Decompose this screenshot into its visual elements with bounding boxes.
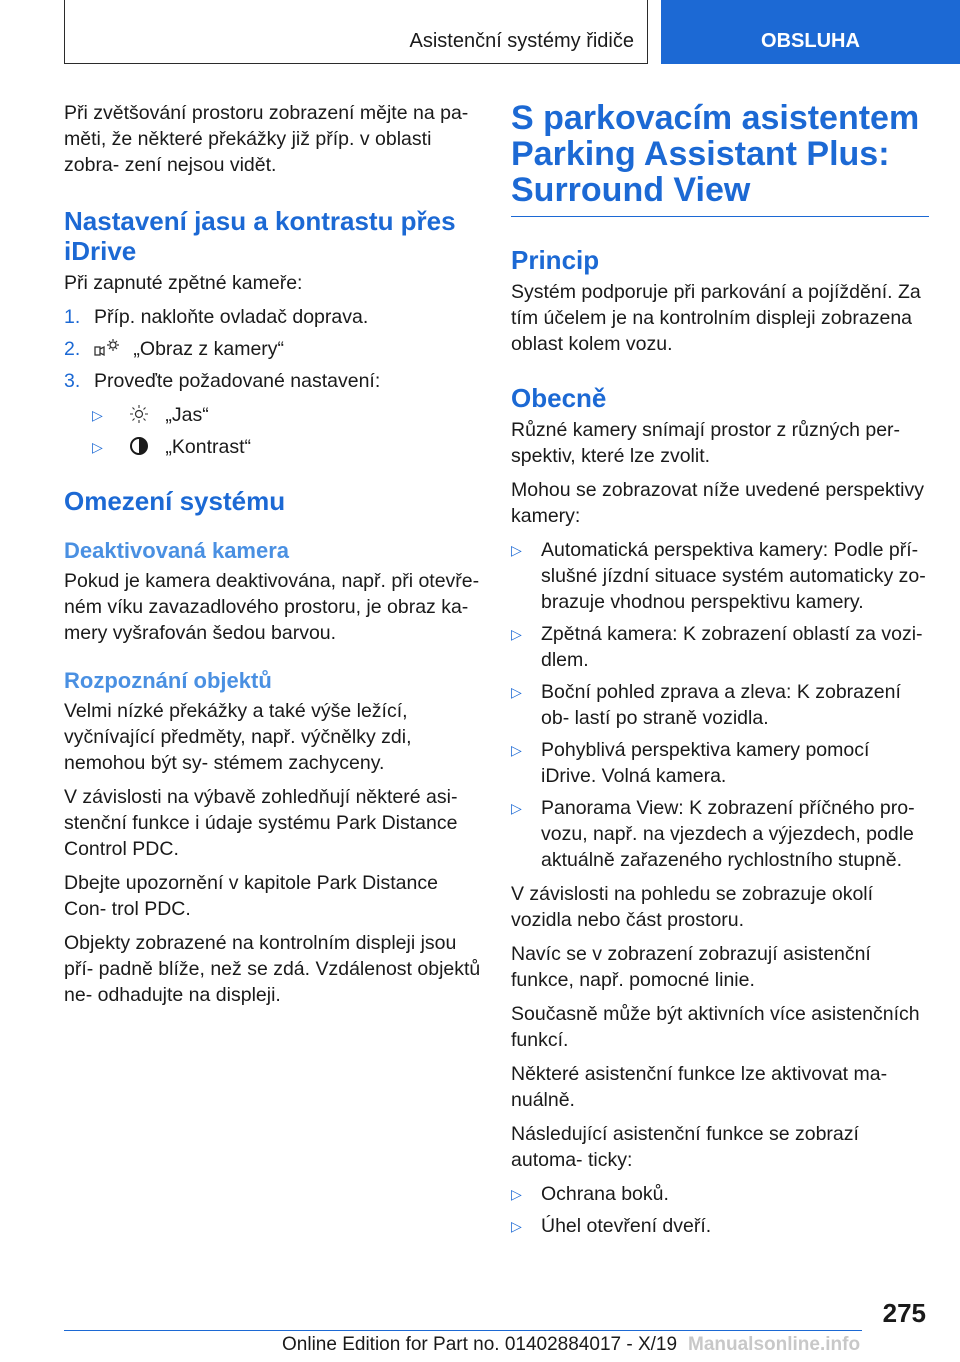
perspectives-list: [511, 537, 929, 873]
bullet-icon: ▷: [92, 407, 103, 423]
right-column: [511, 100, 929, 1247]
general-paragraph-2: Mohou se zobrazovat níže uvedené perspektivy kamery:: [511, 479, 924, 527]
contrast-icon: [126, 435, 152, 457]
step-number: 3.: [64, 370, 81, 392]
deactivated-camera-text: Pokud je kamera deaktivována, např. při otevře- ném víku zavazadlového prostoru, je obraz ka- mery vyšrafován šedou barvou.: [64, 570, 480, 644]
principle-text: Systém podporuje při parkování a pojíždění. Za tím účelem je na kontrolním displeji zobrazena oblast kolem vozu.: [511, 281, 921, 355]
perspective-text: Automatická perspektiva kamery: Podle pří- slušné jízdní situace systém automaticky zo- brazuje vhodnou perspektivu kamery.: [541, 539, 926, 613]
principle-heading: Princip: [511, 245, 600, 275]
steps-list: [64, 304, 482, 394]
list-item: [64, 368, 482, 394]
general-heading: Obecně: [511, 383, 607, 413]
general-paragraph-3: V závislosti na pohledu se zobrazuje okolí vozidla nebo část prostoru.: [511, 883, 874, 931]
list-item: [64, 336, 482, 362]
intro-paragraph: Při zvětšování prostoru zobrazení mějte na pa- měti, že některé překážky již příp. v oblasti zobra- zení nejsou vidět.: [64, 102, 469, 176]
bullet-icon: ▷: [92, 439, 103, 455]
step-number: 2.: [64, 338, 81, 360]
auto-functions-list: [511, 1181, 929, 1239]
perspective-text: Zpětná kamera: K zobrazení oblastí za vozi- dlem.: [541, 623, 923, 671]
brightness-icon: [126, 403, 152, 425]
perspective-text: Pohyblivá perspektiva kamery pomocí iDrive. Volná kamera.: [541, 739, 870, 787]
step-text: Příp. nakloňte ovladač doprava.: [94, 306, 369, 328]
function-text: Ochrana boků.: [541, 1183, 669, 1205]
brightness-heading: Nastavení jasu a kontrastu přes iDrive: [64, 206, 456, 266]
chapter-tab-label: OBSLUHA: [761, 30, 860, 52]
list-item: [511, 621, 929, 673]
general-paragraph-7: Následující asistenční funkce se zobrazí automa- ticky:: [511, 1123, 859, 1171]
objects-paragraph-1: Velmi nízké překážky a také výše ležící, vyčnívající předměty, např. výčnělky zdi, nemohou být sy- stémem zachyceny.: [64, 700, 412, 774]
general-paragraph-4: Navíc se v zobrazení zobrazují asistenční funkce, např. pomocné linie.: [511, 943, 871, 991]
edition-text: Online Edition for Part no. 01402884017 - X/19: [282, 1334, 678, 1355]
left-column: [64, 100, 482, 1016]
limits-heading: Omezení systému: [64, 486, 286, 516]
objects-paragraph-3: Dbejte upozornění v kapitole Park Distance Con- trol PDC.: [64, 872, 438, 920]
object-recognition-heading: Rozpoznání objektů: [64, 668, 272, 693]
section-title: Asistenční systémy řidiče: [409, 30, 634, 52]
step-text: „Obraz z kamery“: [133, 338, 285, 360]
objects-paragraph-4: Objekty zobrazené na kontrolním displeji jsou pří- padně blíže, než se zdá. Vzdálenost objektů ne- odhadujte na displeji.: [64, 932, 481, 1006]
list-item: [511, 795, 929, 873]
objects-paragraph-2: V závislosti na výbavě zohledňují některé asi- stenční funkce i údaje systému Park Distance Control PDC.: [64, 786, 458, 860]
general-paragraph-6: Některé asistenční funkce lze aktivovat ma- nuálně.: [511, 1063, 888, 1111]
list-item: [511, 1181, 929, 1207]
list-item: [64, 434, 482, 460]
bullet-icon: ▷: [511, 1186, 522, 1202]
bullet-icon: ▷: [511, 684, 522, 700]
page-number: 275: [882, 1298, 926, 1328]
sub-options-list: [64, 402, 482, 460]
option-text: „Kontrast“: [165, 436, 252, 458]
main-heading: S parkovacím asistentem Parking Assistant Plus: Surround View: [511, 100, 929, 217]
general-paragraph-5: Současně může být aktivních více asistenčních funkcí.: [511, 1003, 920, 1051]
list-item: [511, 737, 929, 789]
perspective-text: Boční pohled zprava a zleva: K zobrazení ob- lastí po straně vozidla.: [541, 681, 901, 729]
perspective-text: Panorama View: K zobrazení příčného pro- vozu, např. na vjezdech a výjezdech, podle aktuálně zařazeného rychlostního stupně.: [541, 797, 915, 871]
step-number: 1.: [64, 306, 81, 328]
watermark-text: Manualsonline.info: [688, 1334, 861, 1355]
bullet-icon: ▷: [511, 742, 522, 758]
function-text: Úhel otevření dveří.: [541, 1215, 712, 1237]
deactivated-camera-heading: Deaktivovaná kamera: [64, 538, 290, 563]
list-item: [64, 402, 482, 428]
option-text: „Jas“: [165, 404, 209, 426]
footer-divider: [64, 1330, 862, 1331]
list-item: [64, 304, 482, 330]
list-item: [511, 679, 929, 731]
step-text: Proveďte požadované nastavení:: [94, 370, 381, 392]
camera-settings-icon: [94, 337, 120, 359]
bullet-icon: ▷: [511, 626, 522, 642]
bullet-icon: ▷: [511, 800, 522, 816]
brightness-lead: Při zapnuté zpětné kameře:: [64, 272, 303, 294]
list-item: [511, 537, 929, 615]
bullet-icon: ▷: [511, 1218, 522, 1234]
general-paragraph-1: Různé kamery snímají prostor z různých per- spektiv, které lze zvolit.: [511, 419, 901, 467]
chapter-tab[interactable]: [661, 0, 960, 64]
list-item: [511, 1213, 929, 1239]
bullet-icon: ▷: [511, 542, 522, 558]
